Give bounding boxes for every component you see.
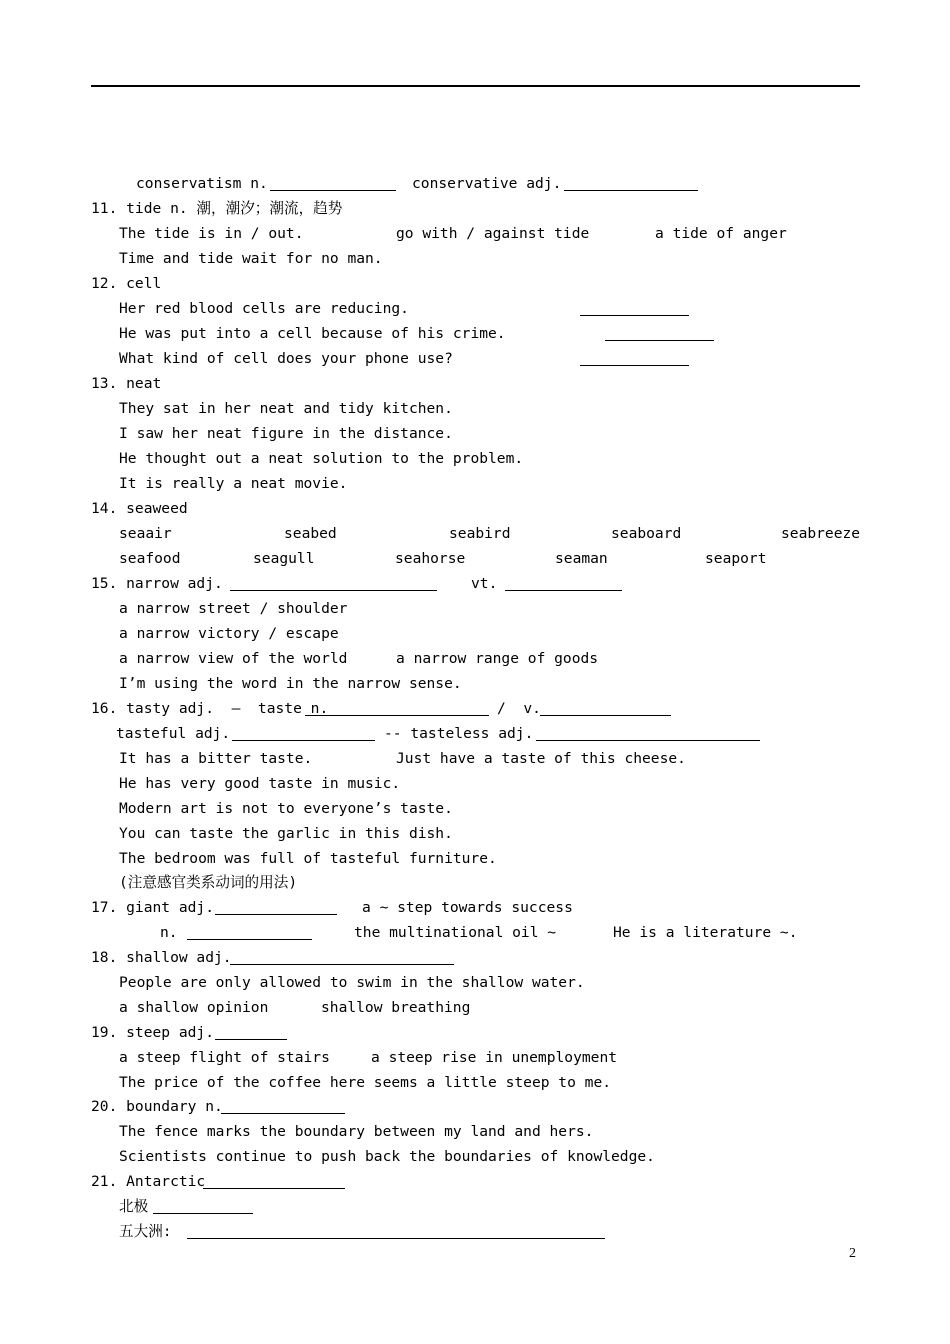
- answer-blank[interactable]: [580, 315, 689, 316]
- line-text: 14. seaweed: [91, 500, 188, 517]
- entry-heading: [0, 698, 541, 720]
- example-line: [0, 323, 506, 345]
- answer-blank[interactable]: [215, 1039, 287, 1040]
- line-text: Modern art is not to everyone’s taste.: [119, 800, 453, 817]
- example-line: [0, 448, 524, 470]
- word-row: [0, 523, 861, 545]
- note-line: [0, 872, 298, 894]
- example-line: [0, 848, 497, 870]
- answer-blank[interactable]: [221, 1113, 345, 1114]
- example-line: [0, 298, 409, 320]
- line-text: 11. tide n. 潮，潮汐；潮流，趋势: [91, 200, 343, 217]
- word: seabed: [284, 525, 337, 542]
- line-text: You can taste the garlic in this dish.: [119, 825, 453, 842]
- line-text: a narrow victory / escape: [119, 625, 339, 642]
- line-text: I saw her neat figure in the distance.: [119, 425, 453, 442]
- line-text: 15. narrow adj.: [91, 575, 223, 592]
- line-text: It is really a neat movie.: [119, 475, 348, 492]
- line-text: He was put into a cell because of his crime.: [119, 325, 506, 342]
- line-text: He thought out a neat solution to the problem.: [119, 450, 524, 467]
- answer-blank[interactable]: [232, 740, 375, 741]
- line-text: They sat in her neat and tidy kitchen.: [119, 400, 453, 417]
- line-text: shallow breathing: [321, 999, 471, 1016]
- entry-heading: [0, 373, 162, 395]
- line-text: / v.: [497, 700, 541, 717]
- word: seaport: [705, 550, 767, 567]
- vocab-line: [0, 1196, 149, 1218]
- line-text: a steep rise in unemployment: [371, 1049, 618, 1066]
- example-line: [0, 673, 462, 695]
- answer-blank[interactable]: [605, 340, 714, 341]
- line-text: vt.: [471, 575, 498, 592]
- example-line: [0, 248, 383, 270]
- line-text: Just have a taste of this cheese.: [396, 750, 686, 767]
- entry-heading: [0, 1096, 223, 1118]
- line-text: 18. shallow adj.: [91, 949, 232, 966]
- example-line: [0, 473, 348, 495]
- page-number: 2: [849, 1246, 856, 1261]
- line-text: 16. tasty adj. – taste n.: [91, 700, 329, 717]
- answer-blank[interactable]: [203, 1188, 345, 1189]
- example-line: [0, 798, 453, 820]
- example-line: [0, 648, 599, 670]
- example-line: [0, 598, 348, 620]
- word: seafood: [119, 550, 181, 567]
- line-text: (注意感官类系动词的用法): [119, 874, 298, 891]
- word: seahorse: [395, 550, 466, 567]
- example-line: [0, 223, 787, 245]
- answer-blank[interactable]: [580, 365, 689, 366]
- entry-heading: [0, 1171, 206, 1193]
- line-text: The fence marks the boundary between my land and hers.: [119, 1123, 594, 1140]
- example-line: [0, 1047, 618, 1069]
- line-text: a shallow opinion: [119, 999, 269, 1016]
- line-text: 五大洲:: [119, 1223, 172, 1240]
- answer-blank[interactable]: [505, 590, 622, 591]
- word: seabreeze: [781, 525, 861, 542]
- line-text: I’m using the word in the narrow sense.: [119, 675, 462, 692]
- line-text: 21. Antarctic: [91, 1173, 206, 1190]
- line-text: a narrow street / shoulder: [119, 600, 348, 617]
- example-line: [0, 1072, 612, 1094]
- line-text: He is a literature ~.: [613, 924, 798, 941]
- answer-blank[interactable]: [536, 740, 760, 741]
- line-text: -- tasteless adj.: [384, 725, 534, 742]
- vocab-line: [0, 723, 534, 745]
- header-rule: [91, 85, 860, 87]
- word: seaman: [555, 550, 608, 567]
- line-text: Scientists continue to push back the boundaries of knowledge.: [119, 1148, 655, 1165]
- vocab-line: [0, 173, 562, 195]
- line-text: Her red blood cells are reducing.: [119, 300, 409, 317]
- line-text: conservative adj.: [412, 175, 562, 192]
- entry-heading: [0, 1022, 215, 1044]
- answer-blank[interactable]: [230, 590, 437, 591]
- example-line: [0, 398, 453, 420]
- line-text: 17. giant adj.: [91, 899, 215, 916]
- example-line: [0, 1146, 655, 1168]
- example-line: [0, 423, 453, 445]
- entry-heading: [0, 897, 573, 919]
- line-text: The price of the coffee here seems a little steep to me.: [119, 1074, 612, 1091]
- line-text: a tide of anger: [655, 225, 787, 242]
- line-text: What kind of cell does your phone use?: [119, 350, 453, 367]
- word: seagull: [253, 550, 315, 567]
- entry-heading: [0, 573, 498, 595]
- entry-heading: [0, 498, 188, 520]
- line-text: 13. neat: [91, 375, 162, 392]
- line-text: 20. boundary n.: [91, 1098, 223, 1115]
- line-text: a steep flight of stairs: [119, 1049, 330, 1066]
- word: seabird: [449, 525, 511, 542]
- example-line: [0, 1121, 594, 1143]
- answer-blank[interactable]: [540, 715, 671, 716]
- vocab-line: [0, 922, 798, 944]
- answer-blank[interactable]: [187, 939, 312, 940]
- entry-heading: [0, 273, 162, 295]
- line-text: It has a bitter taste.: [119, 750, 313, 767]
- line-text: The bedroom was full of tasteful furniture.: [119, 850, 497, 867]
- answer-blank[interactable]: [153, 1213, 253, 1214]
- answer-blank[interactable]: [564, 190, 698, 191]
- line-text: tasteful adj.: [116, 725, 231, 742]
- line-text: The tide is in / out.: [119, 225, 304, 242]
- answer-blank[interactable]: [270, 190, 396, 191]
- line-text: conservatism n.: [136, 175, 268, 192]
- example-line: [0, 823, 453, 845]
- word: seaair: [119, 525, 172, 542]
- line-text: 19. steep adj.: [91, 1024, 215, 1041]
- answer-blank[interactable]: [215, 914, 337, 915]
- answer-blank[interactable]: [305, 715, 489, 716]
- entry-heading: [0, 947, 232, 969]
- entry-heading: [0, 198, 343, 220]
- example-line: [0, 972, 585, 994]
- line-text: 12. cell: [91, 275, 162, 292]
- line-text: the multinational oil ~: [354, 924, 557, 941]
- line-text: go with / against tide: [396, 225, 590, 242]
- line-text: a narrow range of goods: [396, 650, 599, 667]
- example-line: [0, 997, 471, 1019]
- answer-blank[interactable]: [187, 1238, 605, 1239]
- example-line: [0, 748, 686, 770]
- word: seaboard: [611, 525, 682, 542]
- example-line: [0, 623, 339, 645]
- line-text: People are only allowed to swim in the shallow water.: [119, 974, 585, 991]
- vocab-line: [0, 1221, 172, 1243]
- word-row: [0, 548, 767, 570]
- example-line: [0, 773, 401, 795]
- line-text: a ~ step towards success: [362, 899, 573, 916]
- line-text: a narrow view of the world: [119, 650, 348, 667]
- line-text: 北极: [119, 1198, 149, 1215]
- answer-blank[interactable]: [230, 964, 454, 965]
- line-text: n.: [160, 924, 178, 941]
- line-text: He has very good taste in music.: [119, 775, 401, 792]
- example-line: [0, 348, 453, 370]
- line-text: Time and tide wait for no man.: [119, 250, 383, 267]
